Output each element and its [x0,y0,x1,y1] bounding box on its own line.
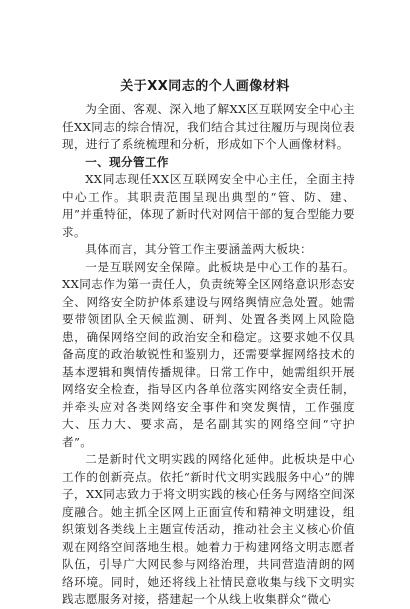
section-heading: 一、现分管工作 [85,154,169,169]
body-paragraph: 具体而言，其分管工作主要涵盖两大板块： [85,242,313,256]
body-paragraph: 一是互联网安全保障。此板块是中心工作的基石。XX同志作为第一责任人，负责统筹全区网络意识形态安全、网络安全防护体系建设与网络舆情应急处置。她需要带领团队全天候监测、研判、处置各类网上风险隐患，确保网络空间的政治安全和稳定。这要求她不仅具备高度的政治敏锐性和鉴别力，还需要掌握网络技术的基本逻辑和舆情传播规律。日常工作中，她需组织开展网络安全检查，指导区内各单位落实网络安全责任制，并牵头应对各类网络安全事件和突发舆情，工作强度大、压力大、要求高，是名副其实的网络空间“守护者”。 [62,259,355,449]
body-paragraph: XX同志现任XX区互联网安全中心主任，全面主持中心工作。其职责范围呈现出典型的“管、防、建、用”并重特征，体现了新时代对网信干部的复合型能力要求。 [62,172,355,239]
document-title: 关于XX同志的个人画像材料 [120,79,290,94]
body-paragraph: 二是新时代文明实践的网络化延伸。此板块是中心工作的创新亮点。依托“新时代文明实践服务中心”的牌子，XX同志致力于将文明实践的核心任务与网络空间深度融合。她主抓全区网上正面宣传和精神文明建设，组织策划各类线上主题宣传活动，推动社会主义核心价值观在网络空间落地生根。她着力于构建网络文明志愿者队伍，引导广大网民参与网络治理，共同营造清朗的网络环境。同时，她还将线上社情民意收集与线下文明实践志愿服务对接，搭建起一个从线上收集群众“微心 [62,452,355,606]
intro-paragraph: 为全面、客观、深入地了解XX区互联网安全中心主任XX同志的综合情况，我们结合其过往履历与现岗位表现，进行了系统梳理和分析，形成如下个人画像材料。 [62,102,355,151]
document-body [62,101,355,609]
